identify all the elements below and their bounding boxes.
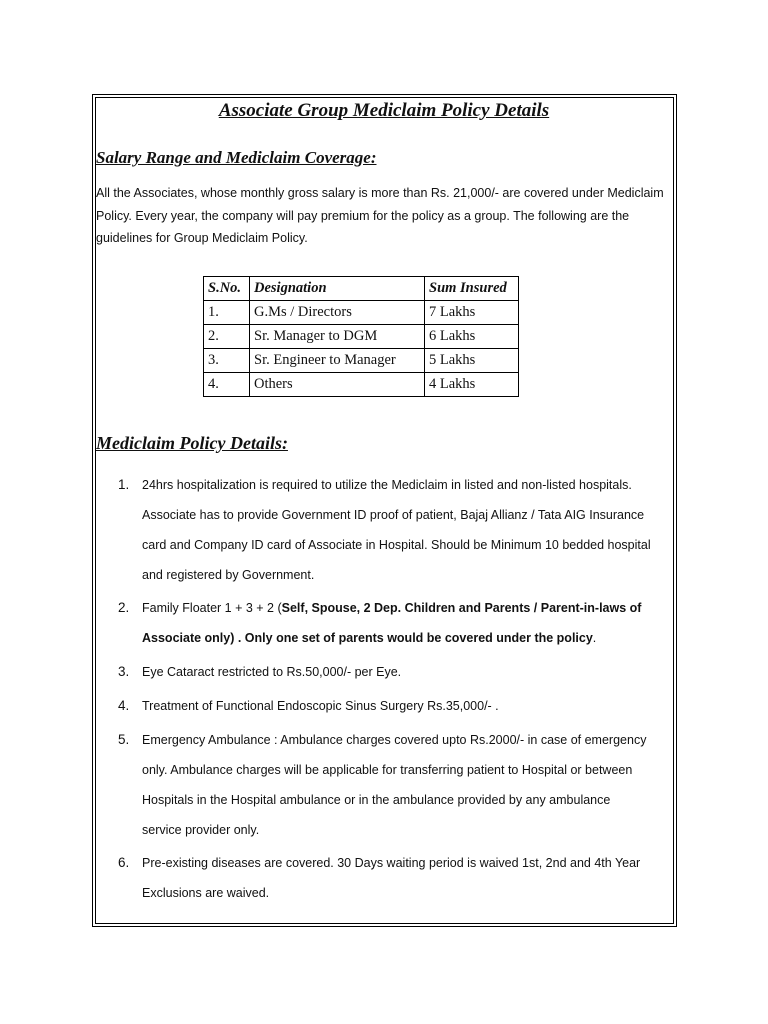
list-item-text: Pre-existing diseases are covered. 30 Days waiting period is waived 1st, 2nd and 4th Year Exclusions are waived. [142,856,641,900]
list-item-number: 2. [118,600,130,615]
list-item-number: 1. [118,477,130,492]
table-row [204,301,519,325]
table-cell: 3. [204,349,250,373]
policy-details-heading: Mediclaim Policy Details: [96,433,288,453]
policy-list [118,470,653,908]
table-cell: 4. [204,373,250,397]
table-cell: 7 Lakhs [425,301,519,325]
document-title: Associate Group Mediclaim Policy Details [218,100,550,121]
list-item-text: Emergency Ambulance : Ambulance charges covered upto Rs.2000/- in case of emergency only. Ambulance charges will be applicable for transferring patient to Hospital or between Hospitals in the Hospital ambulance or in the ambulance provided by any ambulance service provider only. [142,733,647,837]
list-item-number: 3. [118,664,130,679]
table-cell: G.Ms / Directors [250,301,425,325]
list-item-text-prefix: Family Floater 1 + 3 + 2 ( [142,601,282,615]
list-item-text-bold: Self, Spouse, 2 Dep. Children and Parents / Parent-in-laws of Associate only) . Only one set of parents would be covered under the policy [142,601,642,645]
list-item-text: Eye Cataract restricted to Rs.50,000/- per Eye. [142,665,402,679]
table-header-cell: Designation [250,277,425,301]
list-item [118,848,653,908]
list-item-text: Treatment of Functional Endoscopic Sinus Surgery Rs.35,000/- . [142,699,499,713]
list-item-number: 5. [118,732,130,747]
table-cell: 1. [204,301,250,325]
coverage-table [203,276,519,397]
salary-range-heading: Salary Range and Mediclaim Coverage: [96,148,377,167]
table-cell: Others [250,373,425,397]
table-header-cell: S.No. [204,277,250,301]
table-cell: Sr. Manager to DGM [250,325,425,349]
list-item-text-suffix: . [592,631,597,645]
table-cell: Sr. Engineer to Manager [250,349,425,373]
table-header-cell: Sum Insured [425,277,519,301]
table-cell: 6 Lakhs [425,325,519,349]
list-item [118,725,653,845]
list-item [118,593,653,653]
list-item-text: 24hrs hospitalization is required to utilize the Mediclaim in listed and non-listed hospitals. Associate has to provide Government ID proof of patient, Bajaj Allianz / Tata AIG Insurance card and Company ID card of Associate in Hospital. Should be Minimum 10 bedded hospital and registered by Government. [142,478,651,582]
table-row [204,325,519,349]
table-cell: 2. [204,325,250,349]
list-item [118,691,653,721]
table-row [204,373,519,397]
table-cell: 5 Lakhs [425,349,519,373]
list-item [118,657,653,687]
intro-paragraph: All the Associates, whose monthly gross salary is more than Rs. 21,000/- are covered under Mediclaim Policy. Every year, the company will pay premium for the policy as a group. The following are the guidelines for Group Mediclaim Policy. [96,186,664,245]
table-row [204,349,519,373]
list-item-number: 6. [118,855,130,870]
list-item [118,470,653,590]
table-header-row [204,277,519,301]
table-cell: 4 Lakhs [425,373,519,397]
list-item-number: 4. [118,698,130,713]
